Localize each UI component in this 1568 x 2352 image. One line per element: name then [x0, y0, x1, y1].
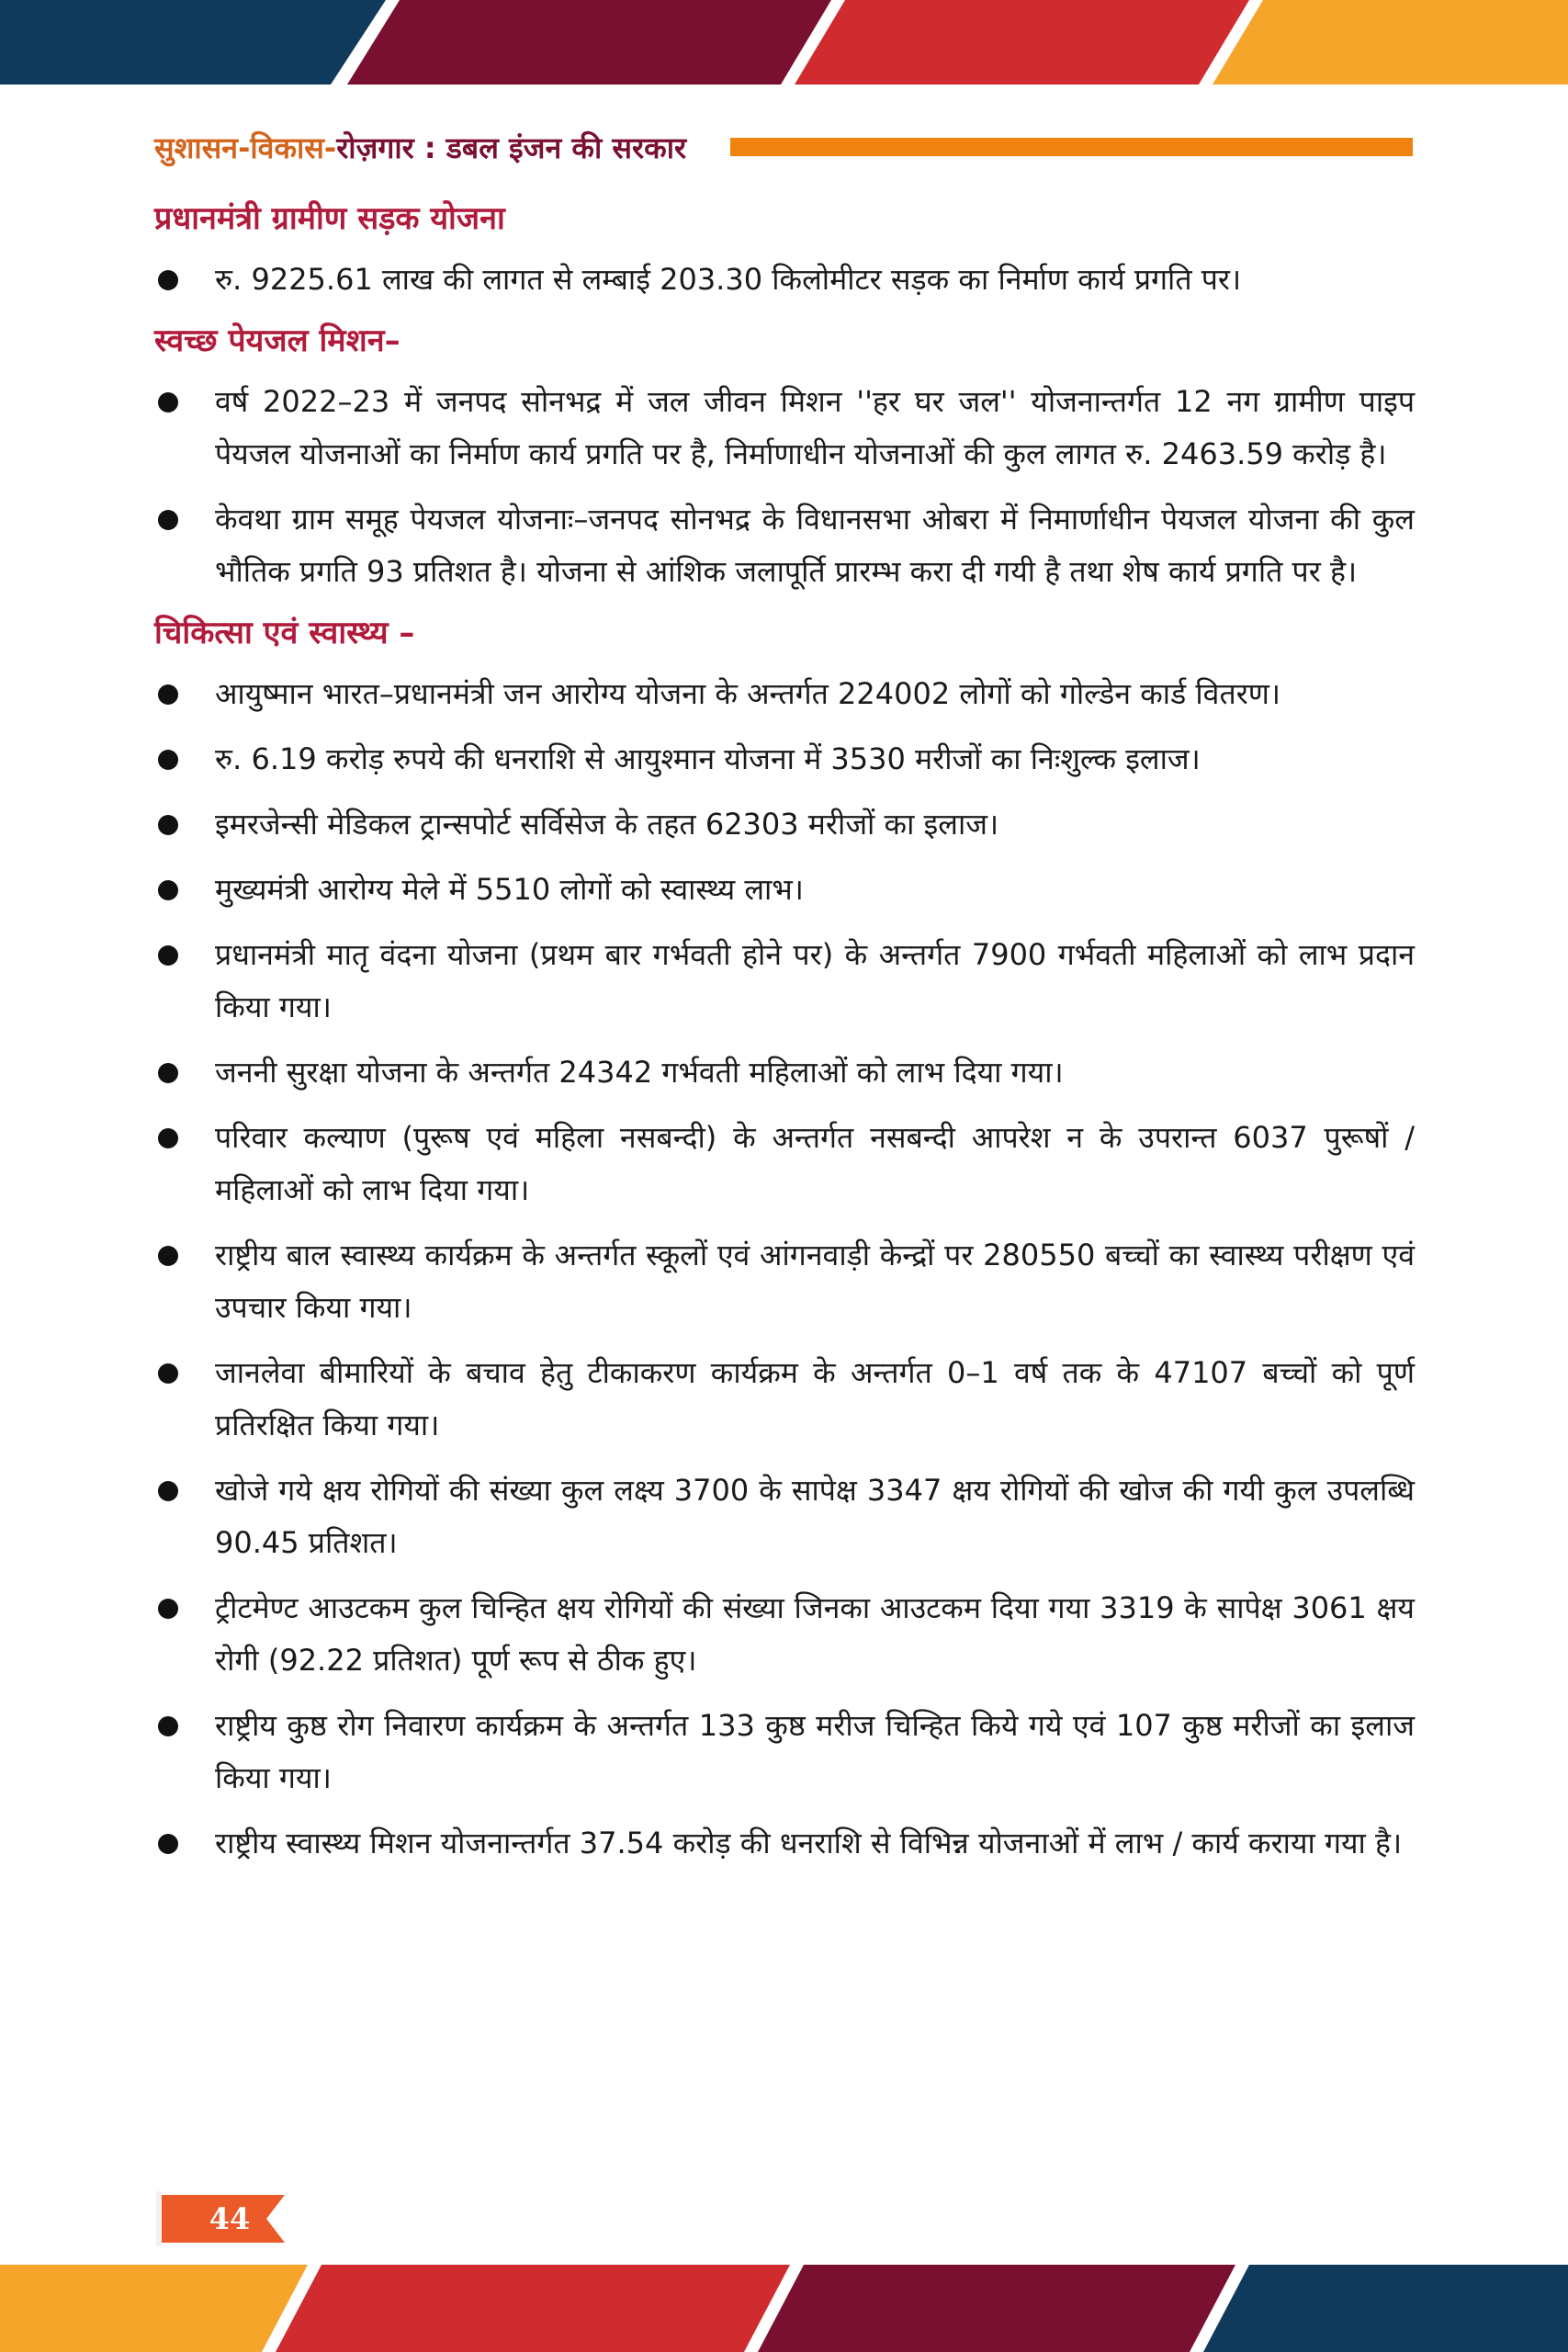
bullet-icon	[158, 1063, 178, 1083]
list-item-text: इमरजेन्सी मेडिकल ट्रान्सपोर्ट सर्विसेज के तहत 62303 मरीजों का इलाज।	[215, 807, 999, 842]
bullet-icon	[158, 815, 178, 835]
section-heading: प्रधानमंत्री ग्रामीण सड़क योजना	[154, 200, 505, 237]
bullet-list	[154, 668, 1415, 1870]
section-heading: स्वच्छ पेयजल मिशन–	[154, 322, 400, 359]
bullet-icon	[158, 1363, 178, 1384]
list-item	[154, 668, 1415, 720]
section-clean-water-mission	[154, 319, 1415, 598]
header-title-part-2: विकास-	[250, 130, 337, 165]
page-content	[154, 197, 1415, 1883]
list-item-text: रु. 9225.61 लाख की लागत से लम्बाई 203.30 किलोमीटर सड़क का निर्माण कार्य प्रगति पर।	[215, 262, 1242, 297]
header-title	[154, 127, 686, 169]
list-item	[154, 254, 1415, 306]
section-pmgsy	[154, 197, 1415, 306]
list-item-text: ट्रीटमेण्ट आउटकम कुल चिन्हित क्षय रोगियों की संख्या जिनका आउटकम दिया गया 3319 के सापेक्ष 3061 क्षय रोगी (92.22 प्रतिशत) पूर्ण रूप से ठीक हुए।	[215, 1590, 1415, 1678]
bullet-icon	[158, 880, 178, 900]
list-item-text: वर्ष 2022–23 में जनपद सोनभद्र में जल जीवन मिशन ''हर घर जल'' योजनान्तर्गत 12 नग ग्रामीण पाइप पेयजल योजनाओं का निर्माण कार्य प्रगति पर है, निर्माणाधीन योजनाओं की कुल लागत रु. 2463.59 करोड़ है।	[215, 384, 1415, 471]
section-heading: चिकित्सा एवं स्वास्थ्य –	[154, 615, 415, 651]
bullet-icon	[158, 1481, 178, 1501]
bottom-decorative-band	[0, 2265, 1568, 2352]
list-item-text: केवथा ग्राम समूह पेयजल योजनाः–जनपद सोनभद्र के विधानसभा ओबरा में निमार्णाधीन पेयजल योजना की कुल भौतिक प्रगति 93 प्रतिशत है। योजना से आंशिक जलापूर्ति प्रारम्भ करा दी गयी है तथा शेष कार्य प्रगति पर है।	[215, 502, 1415, 589]
list-item	[154, 1464, 1415, 1569]
top-decorative-band	[0, 0, 1568, 85]
list-item	[154, 1817, 1415, 1870]
header-title-part-1: सुशासन-	[154, 130, 251, 165]
bullet-icon	[158, 1246, 178, 1266]
list-item	[154, 733, 1415, 786]
list-item-text: जानलेवा बीमारियों के बचाव हेतु टीकाकरण कार्यक्रम के अन्तर्गत 0–1 वर्ष तक के 47107 बच्चों को पूर्ण प्रतिरक्षित किया गया।	[215, 1355, 1415, 1442]
section-medical-health	[154, 611, 1415, 1870]
list-item-text: आयुष्मान भारत–प्रधानमंत्री जन आरोग्य योजना के अन्तर्गत 224002 लोगों को गोल्डेन कार्ड वितरण।	[215, 676, 1281, 711]
list-item	[154, 864, 1415, 916]
list-item-text: मुख्यमंत्री आरोग्य मेले में 5510 लोगों को स्वास्थ्य लाभ।	[215, 872, 804, 907]
list-item-text: राष्ट्रीय बाल स्वास्थ्य कार्यक्रम के अन्तर्गत स्कूलों एवं आंगनवाड़ी केन्द्रों पर 280550 बच्चों का स्वास्थ्य परीक्षण एवं उपचार किया गया।	[215, 1238, 1415, 1325]
list-item	[154, 493, 1415, 598]
list-item	[154, 1347, 1415, 1452]
list-item	[154, 929, 1415, 1034]
list-item	[154, 376, 1415, 481]
list-item	[154, 1229, 1415, 1334]
bullet-icon	[158, 270, 178, 290]
list-item-text: खोजे गये क्षय रोगियों की संख्या कुल लक्ष्य 3700 के सापेक्ष 3347 क्षय रोगियों की खोज की गयी कुल उपलब्धि 90.45 प्रतिशत।	[215, 1473, 1415, 1560]
header-rule	[730, 138, 1413, 156]
list-item	[154, 1700, 1415, 1804]
bullet-icon	[158, 1834, 178, 1854]
bullet-list	[154, 376, 1415, 598]
list-item-text: प्रधानमंत्री मातृ वंदना योजना (प्रथम बार गर्भवती होने पर) के अन्तर्गत 7900 गर्भवती महिलाओं को लाभ प्रदान किया गया।	[215, 937, 1415, 1024]
list-item	[154, 1112, 1415, 1216]
list-item	[154, 1046, 1415, 1099]
header-title-part-3: रोज़गार : डबल इंजन की सरकार	[336, 130, 687, 165]
page-number: 44	[209, 2201, 251, 2236]
list-item-text: जननी सुरक्षा योजना के अन्तर्गत 24342 गर्भवती महिलाओं को लाभ दिया गया।	[215, 1055, 1064, 1090]
bullet-icon	[158, 750, 178, 770]
list-item-text: राष्ट्रीय कुष्ठ रोग निवारण कार्यक्रम के अन्तर्गत 133 कुष्ठ मरीज चिन्हित किये गये एवं 107 कुष्ठ मरीजों का इलाज किया गया।	[215, 1708, 1415, 1795]
list-item	[154, 798, 1415, 851]
bullet-icon	[158, 510, 178, 530]
bullet-list	[154, 254, 1415, 306]
list-item-text: परिवार कल्याण (पुरूष एवं महिला नसबन्दी) के अन्तर्गत नसबन्दी आपरेश न के उपरान्त 6037 पुरूषों / महिलाओं को लाभ दिया गया।	[215, 1120, 1415, 1207]
list-item	[154, 1582, 1415, 1687]
list-item-text: रु. 6.19 करोड़ रुपये की धनराशि से आयुश्मान योजना में 3530 मरीजों का निःशुल्क इलाज।	[215, 741, 1201, 776]
bullet-icon	[158, 684, 178, 705]
bullet-icon	[158, 945, 178, 966]
bullet-icon	[158, 1716, 178, 1736]
bullet-icon	[158, 392, 178, 413]
list-item-text: राष्ट्रीय स्वास्थ्य मिशन योजनान्तर्गत 37.54 करोड़ की धनराशि से विभिन्न योजनाओं में लाभ / कार्य कराया गया है।	[215, 1826, 1403, 1860]
bullet-icon	[158, 1128, 178, 1148]
bullet-icon	[158, 1599, 178, 1619]
